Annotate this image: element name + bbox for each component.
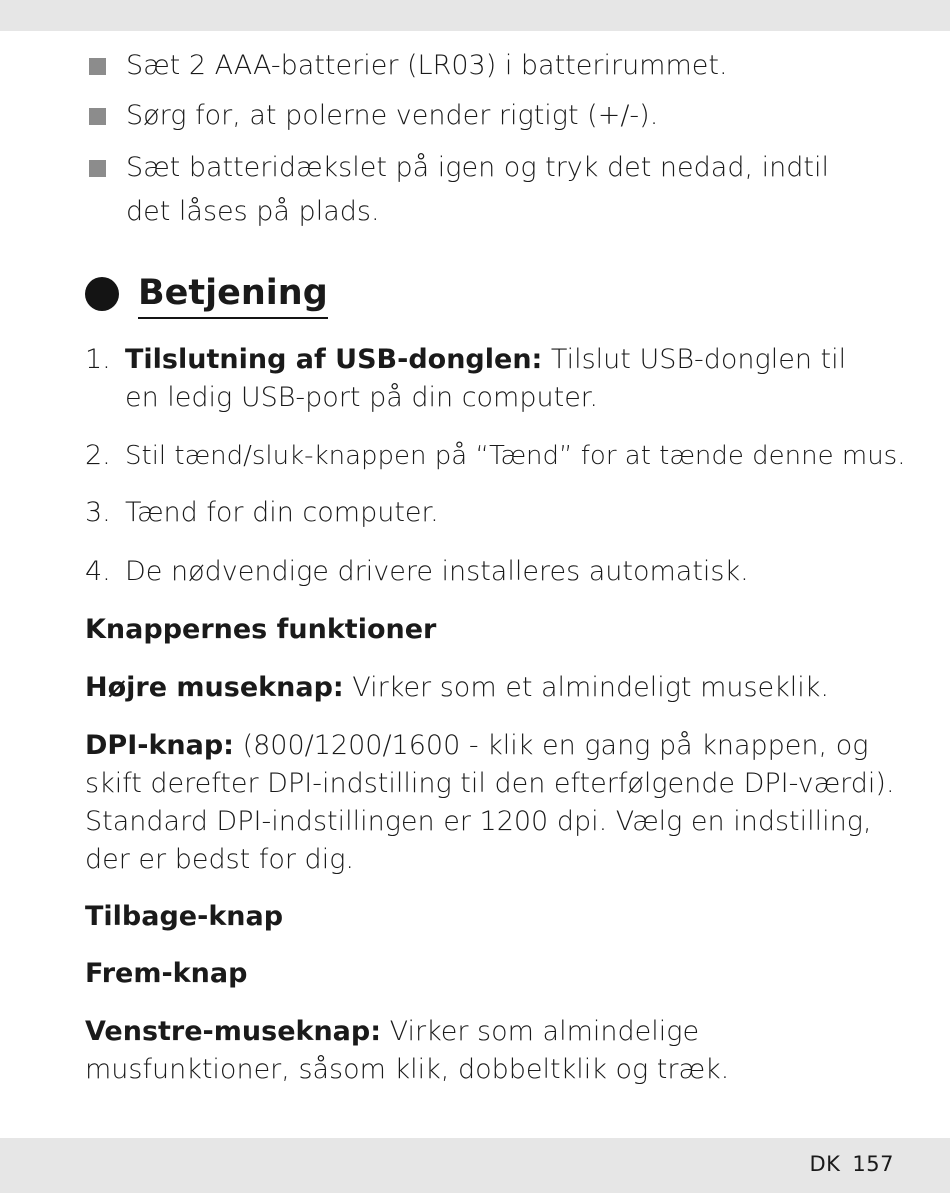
dpi-button-label: DPI-knap:	[85, 730, 234, 761]
top-band	[0, 0, 950, 31]
step-text	[125, 437, 905, 475]
functions-heading: Knappernes funktioner	[85, 614, 437, 645]
page-number: 157	[852, 1152, 894, 1176]
right-button-label: Højre museknap:	[85, 672, 344, 703]
dpi-button-description	[85, 727, 900, 879]
step-text	[125, 553, 905, 591]
square-bullet-icon	[89, 108, 106, 125]
page-footer	[809, 1152, 894, 1176]
left-button-label: Venstre-museknap:	[85, 1016, 382, 1047]
step-body: Tilslut USB-donglen til en ledig USB-port på din computer.	[125, 344, 847, 413]
right-button-text: Virker som et almindeligt museklik.	[343, 672, 830, 703]
back-button-heading: Tilbage-knap	[85, 901, 284, 932]
step-body: De nødvendige drivere installeres automatisk.	[125, 556, 749, 587]
bullet-text: Sæt 2 AAA-batterier (LR03) i batterirummet.	[126, 50, 728, 81]
square-bullet-icon	[89, 58, 106, 75]
step-label: Tilslutning af USB-donglen:	[125, 344, 543, 375]
forward-button-heading: Frem-knap	[85, 958, 248, 989]
step-number: 1.	[85, 344, 111, 375]
step-number: 3.	[85, 497, 111, 528]
square-bullet-icon	[89, 160, 106, 177]
bottom-band	[0, 1138, 950, 1193]
bullet-text: Sæt batteridækslet på igen og tryk det nedad, indtil det låses på plads.	[126, 152, 829, 227]
step-body: Tænd for din computer.	[125, 497, 439, 528]
step-number: 4.	[85, 556, 111, 587]
heading-dot-icon	[85, 277, 119, 311]
step-number: 2.	[85, 440, 111, 471]
left-button-description	[85, 1013, 900, 1089]
step-text	[125, 494, 905, 532]
step-body: Stil tænd/sluk-knappen på “Tænd” for at tænde denne mus.	[125, 441, 906, 471]
left-button-text: Virker som almindelige musfunktioner, såsom klik, dobbeltklik og træk.	[85, 1016, 730, 1085]
section-title: Betjening	[138, 270, 328, 319]
dpi-button-text: (800/1200/1600 - klik en gang på knappen, og skift derefter DPI-indstilling til den efterfølgende DPI-værdi). Standard DPI-indstillingen er 1200 dpi. Vælg en indstilling, der er bedst for dig.	[85, 730, 895, 875]
bullet-text: Sørg for, at polerne vender rigtigt (+/-).	[126, 100, 659, 131]
step-text	[125, 341, 885, 417]
footer-language: DK	[809, 1152, 841, 1176]
right-button-description	[85, 669, 900, 707]
